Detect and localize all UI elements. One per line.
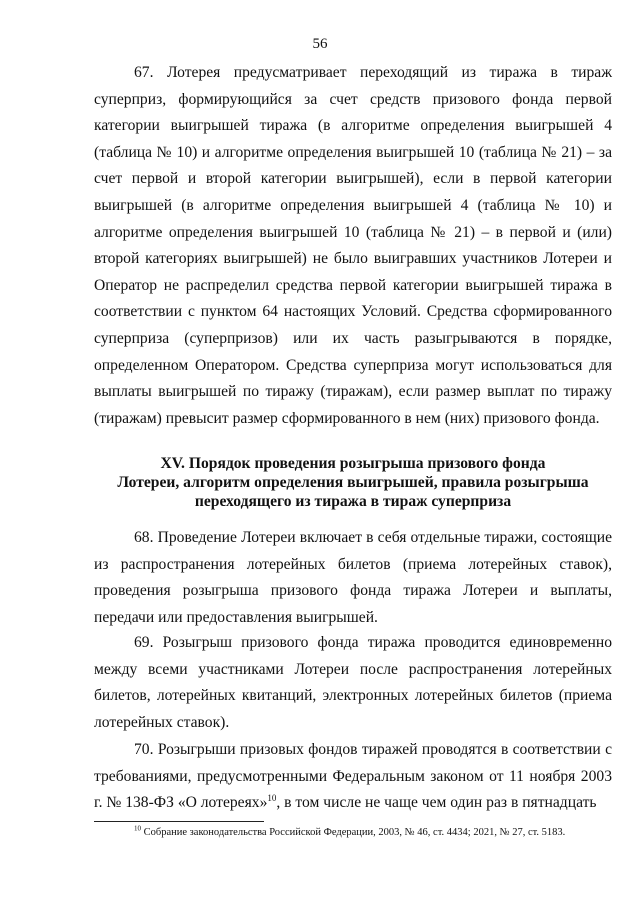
footnote-reference: 10 bbox=[267, 793, 277, 803]
footnote-text: Собрание законодательства Российской Федерации, 2003, № 46, ст. 4434; 2021, № 27, ст. 5183. bbox=[141, 827, 566, 838]
paragraph-70-text-end: , в том числе не чаще чем один раз в пятнадцать bbox=[276, 794, 597, 812]
footnote-divider bbox=[94, 821, 264, 822]
paragraph-70-text-start: 70. Розыгрыши призовых фондов тиражей проводятся в соответствии с требованиями, предусмотренными Федеральным законом от 11 ноября 2003 г. № 138-ФЗ «О лотереях» bbox=[94, 741, 612, 812]
paragraph-68: 68. Проведение Лотереи включает в себя отдельные тиражи, состоящие из распространения лотерейных билетов (приема лотерейных ставок), проведения розыгрыша призового фонда тиража Лотереи и выплаты, передачи или предоставления выигрышей. bbox=[94, 529, 612, 626]
footnote-marker: 10 bbox=[134, 824, 141, 833]
paragraph-70 bbox=[94, 737, 612, 817]
paragraph-67: 67. Лотерея предусматривает переходящий из тиража в тираж суперприз, формирующийся за счет средств призового фонда первой категории выигрышей тиража (в алгоритме определения выигрышей 4 (таблица № 10) и алгоритме определения выигрышей 10 (таблица № 21) – за счет первой и второй категории выигрышей), если в первой категории выигрышей (в алгоритме определения выигрышей 4 (таблица № 10) и алгоритме определения выигрышей 10 (таблица № 21) – в первой и (или) второй категориях выигрышей) не было выигравших участников Лотереи и Оператор не распределил средства первой категории выигрышей тиража в соответствии с пунктом 64 настоящих Условий. Средства сформированного суперприза (суперпризов) или их часть разыгрываются в порядке, определенном Оператором. Средства суперприза могут использоваться для выплаты выигрышей по тиражу (тиражам), если размер выплат по тиражу (тиражам) превысит размер сформированного в нем (них) призового фонда. bbox=[94, 64, 612, 427]
section-heading-line-2: Лотереи, алгоритм определения выигрышей, правила розыгрыша bbox=[117, 474, 589, 491]
footnote bbox=[134, 826, 612, 840]
page-number: 56 bbox=[312, 36, 328, 52]
section-heading bbox=[94, 454, 612, 511]
section-heading-line-3: переходящего из тиража в тираж суперприза bbox=[194, 493, 512, 510]
section-heading-line-1: XV. Порядок проведения розыгрыша призового фонда bbox=[160, 455, 546, 472]
paragraph-69: 69. Розыгрыш призового фонда тиража проводится единовременно между всеми участниками Лотереи после распространения лотерейных билетов, лотерейных квитанций, электронных лотерейных билетов (приема лотерейных ставок). bbox=[94, 634, 612, 731]
